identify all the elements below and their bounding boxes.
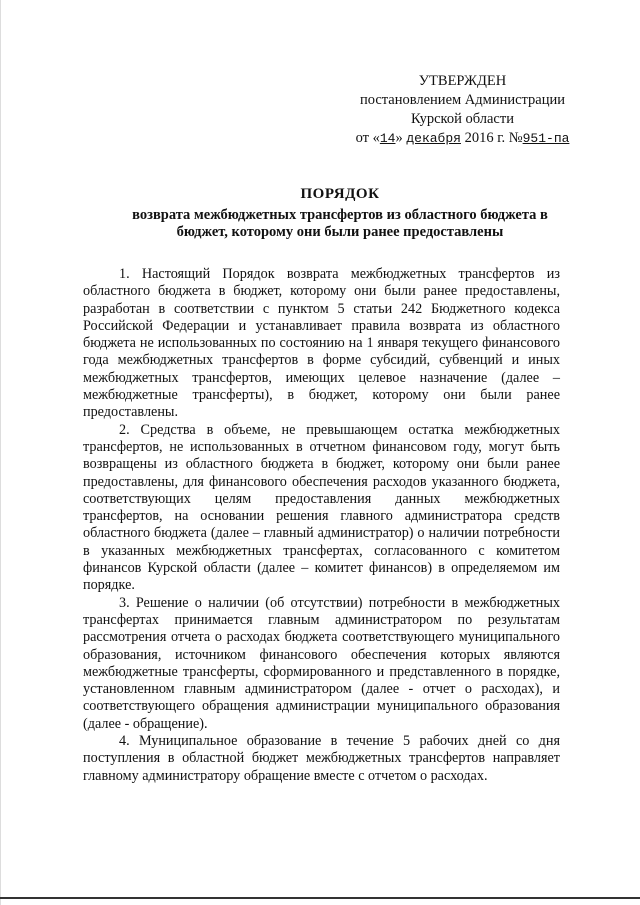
date-prefix: от « xyxy=(355,130,380,146)
approval-line3: Курской области xyxy=(411,111,514,127)
date-month: декабря xyxy=(406,131,461,146)
scan-bottom-border xyxy=(0,897,640,899)
paragraph-4: 4. Муниципальное образование в течение 5 рабочих дней со дня поступления в областной бюджет межбюджетных трансфертов направляет главному администратору обращение вместе с отчетом о расходах. xyxy=(83,733,560,784)
scan-edge xyxy=(0,0,1,905)
approval-line2: постановлением Администрации xyxy=(359,92,566,108)
decree-number: 951-па xyxy=(522,131,570,146)
approval-stamp xyxy=(340,72,585,148)
date-year: 2016 г. № xyxy=(464,130,523,146)
paragraph-2: 2. Средства в объеме, не превышающем остатка межбюджетных трансфертов, не использованных в отчетном финансовом году, могут быть возвращены из областного бюджета в бюджет, которому они были ранее предоставлены, для финансового обеспечения расходов указанного бюджета, соответствующих целям предоставления данных межбюджетных трансфертов, на основании решения главного администратора средств областного бюджета (далее – главный администратор) о наличии потребности в указанных межбюджетных трансфертах, согласованного с комитетом финансов Курской области (далее – комитет финансов) в определяемом им порядке. xyxy=(83,421,560,594)
approval-date-line xyxy=(340,129,585,148)
paragraph-1: 1. Настоящий Порядок возврата межбюджетных трансфертов из областного бюджета в бюджет, которому они были ранее предоставлены, разработан в соответствии с пунктом 5 статьи 242 Бюджетного кодекса Российской Федерации и устанавливает правила возврата из областного бюджета не использованных по состоянию на 1 января текущего финансового года межбюджетных трансфертов в форме субсидий, субвенций и иных межбюджетных трансфертов, имеющих целевое назначение (далее – межбюджетные трансферты), в бюджет, которому они были ранее предоставлены. xyxy=(83,266,560,421)
document-body xyxy=(83,266,560,785)
title-heading: ПОРЯДОК xyxy=(300,186,380,202)
date-quote-close: » xyxy=(395,130,403,146)
paragraph-3: 3. Решение о наличии (об отсутствии) потребности в межбюджетных трансфертах принимается главным администратором по результатам рассмотрения отчета о расходах бюджета соответствующего муниципального образования, источником финансового обеспечения которых являются межбюджетные трансферты, сформированного и представленного в порядке, установленном главным администратором (далее - отчет о расходах), и соответствующего обращения администрации муниципального образования (далее - обращение). xyxy=(83,594,560,732)
approval-line1: УТВЕРЖДЕН xyxy=(418,73,507,89)
date-day: 14 xyxy=(379,131,396,146)
title-subtitle-line1: возврата межбюджетных трансфертов из областного бюджета в xyxy=(132,206,548,223)
title-subtitle-line2: бюджет, которому они были ранее предоставлены xyxy=(176,224,504,240)
document-title xyxy=(70,186,610,242)
